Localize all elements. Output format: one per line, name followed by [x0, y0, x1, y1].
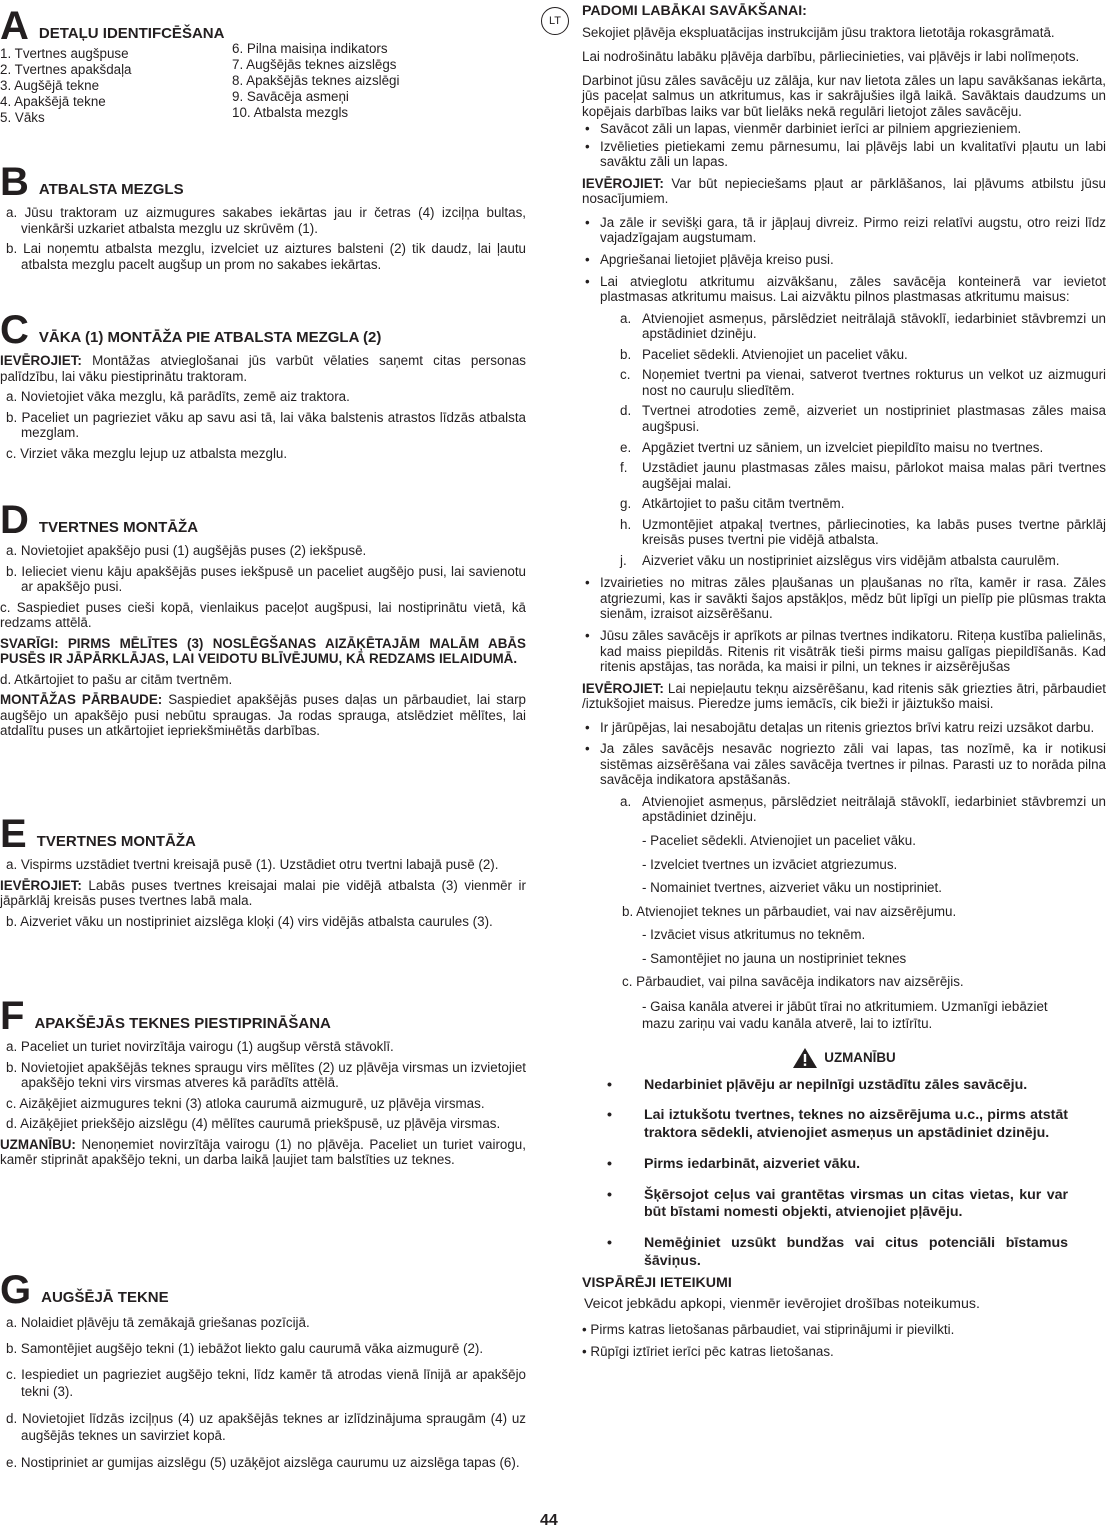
note-label: IEVĒROJIET:: [582, 680, 664, 696]
step-text: Atvienojiet asmeņus, pārslēdziet neitrālajā stāvoklī, iedarbiniet stāvbremzi un apstādiniet dzinēju.: [642, 793, 1106, 825]
instruction-item: b. Paceliet un pagrieziet vāku ap savu asi tā, lai vāka balstenis atrastos līdzās atbalsta mezglam.: [6, 409, 526, 441]
dash-item: - Samontējiet no jauna un nostipriniet teknes: [642, 950, 907, 966]
section-title: PADOMI LABĀKAI SAVĀKŠANAI:: [582, 3, 807, 19]
general-text: Veicot jebkādu apkopi, vienmēr ievērojiet drošības noteikumus.: [584, 1296, 980, 1313]
warning-item: Pirms iedarbināt, aizveriet vāku.: [644, 1155, 861, 1172]
check-label: MONTĀŽAS PĀRBAUDE:: [0, 692, 163, 708]
warning-item: Lai iztukšotu tvertnes, teknes no aizsērējuma u.c., pirms atstāt traktora sēdekli, atvienojiet asmeņus un apstādiniet dzinēju.: [644, 1107, 1068, 1142]
instruction-item: d. Novietojiet līdzās izciļņus (4) uz apakšējās teknes ar izlīdzinājuma spraugām (4) uz augšējās teknes un savirziet kopā.: [6, 1410, 526, 1444]
bullet-text: Ja zāles savācējs nesavāc nogriezto zāli vai lapas, tas nozīmē, ka ir notikusi sistēmas aizsērēšana vai zāles savācēja tvertnes ir pilnas. Parasti uz to norāda pilna savācēja indikatora apstāšanās.: [600, 741, 1106, 788]
section-title: DETAĻU IDENTIFCĒŠANA: [38, 24, 225, 42]
step-text: Tvertnei atrodoties zemē, aizveriet un nostipriniet plastmasas zāles maisa augšpusi.: [642, 403, 1106, 434]
section-e: [0, 814, 526, 934]
step-key: j.: [620, 552, 627, 568]
section-title: APAKŠĒJĀS TEKNES PIESTIPRINĀŠANA: [34, 1014, 331, 1032]
check-text: Saspiediet apakšējās puses daļas un pārbaudiet, lai starp augšējo un apakšējo pusi nebūtu spraugas. Ja rodas sprauga, atslēdziet mēlītes, lai atdalītu puses un atkārtojiet iepriekšmінētās darbības.: [0, 692, 526, 739]
step-text: Aizveriet vāku un nostipriniet aizslēgus virs vidējām atbalsta caurulēm.: [642, 552, 1060, 568]
section-title: TVERTNES MONTĀŽA: [36, 832, 196, 850]
list-item: 3. Augšējā tekne: [0, 77, 100, 93]
instruction-item: d. Aizāķējiet priekšējo aizslēgu (4) mēlītes caurumā priekšpusē, uz pļāvēja virsmas.: [6, 1116, 501, 1132]
step-text: Atvienojiet asmeņus, pārslēdziet neitrālajā stāvoklī, iedarbiniet stāvbremzi un apstādiniet dzinēju.: [642, 310, 1106, 342]
section-f: [0, 996, 526, 1173]
page-number: 44: [540, 1512, 558, 1529]
step-text: c. Pārbaudiet, vai pilna savācēja indikators nav aizsērējis.: [622, 974, 964, 990]
bullet-text: Jūsu zāles savācējs ir aprīkots ar pilnas tvertnes indikatoru. Riteņa kustība palielinās, kad maiss piepildās. Ritenis rit visātrāk tieši pirms maisu galīgas piepildīšanās. Kad ritenis apstājas, tas norāda, ka maisi ir pilni, un teknes ir aizsērējušas: [600, 627, 1106, 675]
section-d: [0, 500, 526, 744]
list-item: 4. Apakšējā tekne: [0, 93, 106, 109]
section-title: ATBALSTA MEZGLS: [38, 180, 184, 198]
section-g: [0, 1270, 526, 1476]
bullet-text: Lai atvieglotu atkritumu aizvākšanu, zāles savācēja konteinerā var ievietot plastmasas atkritumu maisus. Lai aizvāktu pilnos plastmasas atkritumu maisus:: [600, 273, 1106, 305]
instruction-item: a. Jūsu traktoram uz aizmugures sakabes iekārtas jau ir četras (4) izciļņa bultas, vienkārši uzkariet atbalsta mezglu uz skrūvēm (1).: [6, 205, 526, 236]
list-item: 2. Tvertnes apakšdaļa: [0, 61, 132, 77]
instruction-item: b. Aizveriet vāku un nostipriniet aizslēga kloķi (4) virs vidējās atbalsta caurules (3).: [6, 913, 493, 929]
section-letter: D: [0, 498, 29, 542]
list-item: 9. Savācēja asmeņi: [232, 88, 349, 104]
instruction-item: c. Aizāķējiet aizmugures tekni (3) atloka caurumā aizmugurē, uz pļāvēja virsmas.: [6, 1095, 485, 1111]
step-key: a.: [620, 793, 632, 809]
instruction-item: c. Iespiediet un pagrieziet augšējo tekni, līdz kamēr tā atrodas vienā līnijā ar apakšējo tekni (3).: [6, 1366, 526, 1400]
section-title: VĀKA (1) MONTĀŽA PIE ATBALSTA MEZGLA (2): [38, 328, 382, 346]
caution-label: UZMANĪBU:: [0, 1136, 76, 1152]
section-letter: C: [0, 308, 29, 352]
note-text: Lai nepieļautu tekņu aizsērēšanu, kad ritenis sāk griezties ātri, pārbaudiet /iztukšojiet maisus. Pieredze jums iemācīs, cik bieži ir jāiztukšo maisi.: [582, 680, 1106, 712]
step-text: b. Atvienojiet teknes un pārbaudiet, vai nav aizsērējumu.: [622, 903, 957, 919]
warning-item: Šķērsojot ceļus vai grantētas virsmas un citas vietas, kur var būt bīstami nomesti objekti, atvienojiet pļāvēju.: [644, 1186, 1068, 1221]
bullet-text: Ja zāle ir sevišķi gara, tā ir jāpļauj divreiz. Pirmo reizi relatīvi augstu, otro reizi līdz vajadzīgajam augstumam.: [600, 214, 1106, 246]
parts-list: [0, 41, 526, 126]
instruction-item: a. Novietojiet apakšējo pusi (1) augšējās puses (2) iekšpusē.: [6, 543, 367, 558]
step-text: Uzmontējiet atpakaļ tvertnes, pārliecinoties, ka labās puses tvertne pārklāj kreisās puses tvertni pie vidējā atbalsta.: [642, 516, 1106, 548]
dash-item: - Izvelciet tvertnes un izvāciet atgriezumus.: [642, 856, 898, 872]
step-text: Uzstādiet jaunu plastmasas zāles maisu, pārlokot maisa malas pāri tvertnes augšējai malai.: [642, 460, 1106, 491]
step-text: Apgāziet tvertni uz sāniem, un izvelciet piepildīto maisu no tvertnes.: [642, 439, 1044, 455]
section-letter: F: [0, 994, 25, 1038]
section-c: [0, 310, 526, 466]
step-key: a.: [620, 310, 632, 326]
list-item: 5. Vāks: [0, 109, 45, 125]
dash-item: - Nomainiet tvertnes, aizveriet vāku un nostipriniet.: [642, 880, 942, 896]
step-key: e.: [620, 439, 632, 455]
note-label: IEVĒROJIET:: [0, 877, 82, 893]
bullet-text: Izvairieties no mitras zāles pļaušanas un pļaušanas no rīta, kamēr ir rasa. Zāles atgriezumi, kas ir savākti šajos apstākļos, mēdz būt lipīgi un pielīp pie plūsmas trakta sienām, izraisot aizsērēšanu.: [600, 575, 1106, 622]
warning-title: UZMANĪBU: [824, 1049, 896, 1065]
dash-item: - Paceliet sēdekli. Atvienojiet un paceliet vāku.: [642, 832, 916, 848]
paragraph: Darbinot jūsu zāles savācēju uz zālāja, kur nav lietota zāles un lapu savākšanas iekārta, jūs paceļat salmus un atkritumus, kas ir sakrājušies ilgā laikā. Savāktais daudzums un kopējais darbības laiks var būt lielāks nekā regulāri lietojot zāles savācēju.: [582, 72, 1106, 119]
step-text: Paceliet sēdekli. Atvienojiet un paceliet vāku.: [642, 346, 908, 362]
paragraph: Sekojiet pļāvēja ekspluatācijas instrukcijām jūsu traktora lietotāja rokasgrāmatā.: [582, 25, 1055, 41]
note-text: Var būt nepieciešams pļaut ar pārklāšanos, lai pļāvums atbilstu jūsu nosacījumiem.: [582, 175, 1106, 207]
note-label: IEVĒROJIET:: [0, 353, 82, 368]
section-title: AUGŠĒJĀ TEKNE: [41, 1288, 169, 1306]
warning-item: Nemēģiniet uzsūkt bundžas vai citus potenciāli bīstamus šāviņus.: [644, 1235, 1068, 1269]
list-item: 7. Augšējās teknes aizslēgs: [232, 56, 397, 72]
list-item: 8. Apakšējās teknes aizslēgi: [232, 72, 400, 88]
caution-text: Nenoņemiet novirzītāja vairogu (1) no pļāvēja. Paceliet un turiet vairogu, kamēr stiprināt apakšējo tekni, un darba laikā ļaujiet tam balstīties uz teknes.: [0, 1136, 526, 1168]
dash-item: - Izvāciet visus atkritumus no teknēm.: [642, 927, 866, 943]
instruction-item: a. Novietojiet vāka mezglu, kā parādīts, zemē aiz traktora.: [6, 389, 350, 405]
step-key: g.: [620, 496, 632, 512]
instruction-item: e. Nostipriniet ar gumijas aizslēgu (5) uzāķējot aizslēga caurumu uz aizslēga tapas (6).: [6, 1454, 520, 1470]
section-letter: B: [0, 160, 29, 204]
instruction-item: b. Samontējiet augšējo tekni (1) iebāžot liekto galu caurumā vāka aizmugurē (2).: [6, 1340, 484, 1356]
section-a: [0, 6, 526, 126]
instruction-paragraph: c. Saspiediet puses cieši kopā, vienlaikus paceļot augšpusi, lai nostiprinātu vietā, kā redzams attēlā.: [0, 599, 526, 631]
note-text: Labās puses tvertnes kreisajai malai pie vidējā atbalsta (3) vienmēr ir jāpārklāj kreisās puses tvertnes labā mala.: [0, 877, 526, 909]
instruction-item: a. Nolaidiet pļāvēju tā zemākajā griešanas pozīcijā.: [6, 1315, 310, 1330]
general-item: • Rūpīgi iztīriet ierīci pēc katras lietošanas.: [582, 1344, 834, 1360]
instruction-item: c. Virziet vāka mezglu lejup uz atbalsta mezglu.: [6, 445, 288, 461]
list-item: 1. Tvertnes augšpuse: [0, 46, 129, 61]
instruction-paragraph: d. Atkārtojiet to pašu ar citām tvertnēm.: [0, 671, 233, 687]
dash-item: - Gaisa kanāla atverei ir jābūt tīrai no atkritumiem. Uzmanīgi iebāziet mazu zariņu vai vadu kanāla atverē, lai to iztīrītu.: [642, 998, 1048, 1032]
step-key: b.: [620, 346, 632, 362]
instruction-item: a. Vispirms uzstādiet tvertni kreisajā pusē (1). Uzstādiet otru tvertni labajā pusē (2).: [6, 857, 499, 872]
list-item: 6. Pilna maisiņa indikators: [232, 41, 388, 56]
step-key: d.: [620, 403, 632, 419]
section-letter: G: [0, 1268, 32, 1312]
section-b: [0, 162, 526, 277]
step-text: Atkārtojiet to pašu citām tvertnēm.: [642, 496, 845, 512]
note-label: IEVĒROJIET:: [582, 175, 664, 191]
note-text: Montāžas atvieglošanai jūs varbūt vēlaties saņemt citas personas palīdzību, lai vāku piestiprinātu traktoram.: [0, 353, 526, 384]
section-title: TVERTNES MONTĀŽA: [38, 518, 199, 536]
instruction-item: b. Ielieciet vienu kāju apakšējās puses iekšpusē un paceliet augšējo pusi, lai savienotu ar apakšējo pusi.: [6, 563, 526, 595]
instruction-item: b. Lai noņemtu atbalsta mezglu, izvelciet uz aiztures balsteni (2) tik daudz, lai ļautu atbalsta mezglu pacelt augšup un prom no sakabes iekārtas.: [6, 241, 526, 272]
general-title: VISPĀRĒJI IETEIKUMI: [582, 1274, 732, 1291]
step-key: h.: [620, 516, 632, 532]
step-text: Noņemiet tvertni pa vienai, satverot tvertnes rokturus un velkot uz aizmuguri nost no cauruļu sliedītēm.: [642, 367, 1106, 398]
bullet-text: Izvēlieties pietiekami zemu pārnesumu, lai pļāvējs labi un kvalitatīvi pļautu un labi savāktu zāli un lapas.: [600, 138, 1106, 170]
important-note: SVARĪGI: PIRMS MĒLĪTES (3) NOSLĒGŠANAS AIZĀĶĒTAJĀM MALĀM ABĀS PUSĒS IR JĀPĀRKLĀJAS, LAI VEIDOTU BLĪVĒJUMU, KĀ REDZAMS IELAIDUMĀ.: [0, 635, 526, 667]
section-letter: A: [0, 4, 29, 48]
paragraph: Lai nodrošinātu labāku pļāvēja darbību, pārliecinieties, vai pļāvējs ir labi nolīmeņots.: [582, 49, 1080, 65]
section-letter: E: [0, 812, 27, 856]
warning-header: [582, 1047, 1106, 1069]
instruction-item: a. Paceliet un turiet novirzītāja vairogu (1) augšup vērstā stāvoklī.: [6, 1039, 394, 1054]
language-badge: LT: [541, 7, 569, 35]
list-item: 10. Atbalsta mezgls: [232, 104, 349, 120]
step-key: c.: [620, 367, 631, 383]
bullet-text: Ir jārūpējas, lai nesabojātu detaļas un ritenis grieztos brīvi katru reizi uzsākot darbu.: [600, 719, 1095, 735]
step-key: f.: [620, 460, 628, 476]
bullet-text: Apgriešanai lietojiet pļāvēja kreiso pusi.: [600, 252, 834, 268]
general-item: • Pirms katras lietošanas pārbaudiet, vai stiprinājumi ir pievilkti.: [582, 1321, 955, 1337]
warning-icon: [792, 1047, 818, 1069]
bullet-text: Savācot zāli un lapas, vienmēr darbiniet ierīci ar pilniem apgriezieniem.: [600, 121, 1022, 137]
warning-item: Nedarbiniet pļāvēju ar nepilnīgi uzstādītu zāles savācēju.: [644, 1076, 1028, 1093]
instruction-item: b. Novietojiet apakšējās teknes spraugu virs mēlītes (2) uz pļāvēja virsmas un izvietojiet apakšējo tekni virs virsmas atveres kā parādīts attēlā.: [6, 1059, 526, 1091]
